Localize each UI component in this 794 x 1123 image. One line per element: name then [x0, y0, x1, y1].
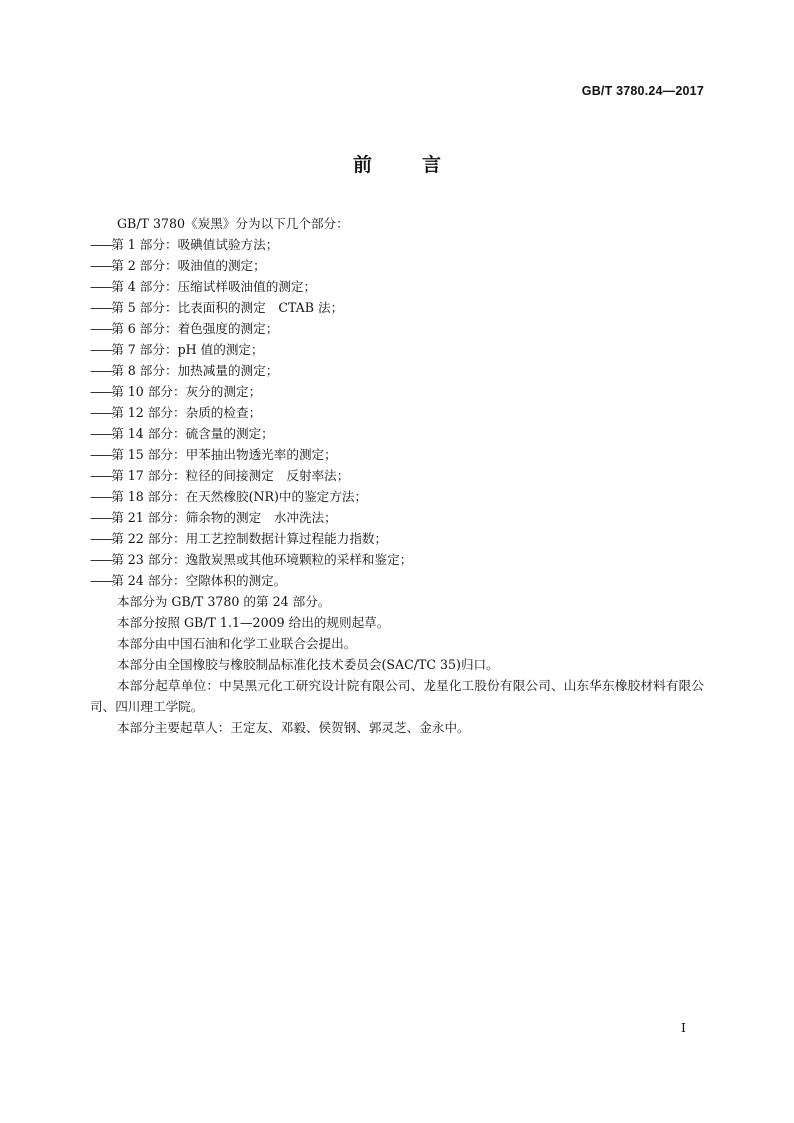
em-dash: ——	[90, 426, 112, 441]
em-dash: ——	[90, 531, 112, 546]
part-list-item	[90, 444, 704, 465]
em-dash: ——	[90, 342, 112, 357]
parts-list	[90, 234, 704, 591]
part-list-item	[90, 528, 704, 549]
part-text: 第 24 部分：空隙体积的测定。	[111, 573, 287, 588]
part-text: 第 23 部分：逸散炭黑或其他环境颗粒的采样和鉴定；	[111, 552, 413, 567]
part-text: 第 7 部分：pH 值的测定；	[111, 342, 264, 357]
em-dash: ——	[90, 552, 112, 567]
part-list-item	[90, 570, 704, 591]
em-dash: ——	[90, 510, 112, 525]
part-text: 第 4 部分：压缩试样吸油值的测定；	[111, 279, 317, 294]
part-list-item	[90, 402, 704, 423]
part-text: 第 12 部分：杂质的检查；	[111, 405, 262, 420]
part-list-item	[90, 339, 704, 360]
statement-paragraph: 本部分起草单位：中昊黑元化工研究设计院有限公司、龙星化工股份有限公司、山东华东橡胶材料有限公司、四川理工学院。	[90, 678, 704, 714]
part-list-item	[90, 486, 704, 507]
part-text: 第 1 部分：吸碘值试验方法；	[111, 237, 279, 252]
part-text: 第 2 部分：吸油值的测定；	[111, 258, 266, 273]
part-list-item	[90, 381, 704, 402]
part-list-item	[90, 276, 704, 297]
em-dash: ——	[90, 363, 112, 378]
statement-paragraph: 本部分按照 GB/T 1.1—2009 给出的规则起草。	[117, 615, 390, 630]
em-dash: ——	[90, 468, 112, 483]
part-list-item	[90, 465, 704, 486]
em-dash: ——	[90, 321, 112, 336]
part-list-item	[90, 423, 704, 444]
part-text: 第 15 部分：甲苯抽出物透光率的测定；	[111, 447, 337, 462]
part-list-item	[90, 507, 704, 528]
part-list-item	[90, 255, 704, 276]
em-dash: ——	[90, 237, 112, 252]
part-list-item	[90, 360, 704, 381]
statement-paragraph: 本部分主要起草人：王定友、邓毅、侯贺钢、郭灵芝、金永中。	[117, 720, 470, 735]
em-dash: ——	[90, 384, 112, 399]
part-text: 第 18 部分：在天然橡胶(NR)中的鉴定方法；	[111, 489, 368, 504]
page-title: 前言	[352, 154, 491, 176]
statement-paragraph: 本部分由中国石油和化学工业联合会提出。	[117, 636, 357, 651]
part-text: 第 17 部分：粒径的间接测定 反射率法；	[111, 468, 350, 483]
em-dash: ——	[90, 489, 112, 504]
part-text: 第 21 部分：筛余物的测定 水冲洗法；	[111, 510, 337, 525]
part-text: 第 6 部分：着色强度的测定；	[111, 321, 279, 336]
em-dash: ——	[90, 405, 112, 420]
statement-paragraph: 本部分由全国橡胶与橡胶制品标准化技术委员会(SAC/TC 35)归口。	[117, 657, 499, 672]
standard-code: GB/T 3780.24—2017	[581, 84, 704, 98]
part-text: 第 5 部分：比表面积的测定 CTAB 法；	[111, 300, 344, 315]
statements-list	[90, 591, 704, 738]
part-text: 第 14 部分：硫含量的测定；	[111, 426, 274, 441]
statement-paragraph: 本部分为 GB/T 3780 的第 24 部分。	[117, 594, 331, 609]
part-text: 第 8 部分：加热减量的测定；	[111, 363, 279, 378]
part-text: 第 22 部分：用工艺控制数据计算过程能力指数；	[111, 531, 388, 546]
document-body	[90, 213, 704, 738]
part-list-item	[90, 549, 704, 570]
em-dash: ——	[90, 573, 112, 588]
page-number: I	[681, 1020, 686, 1035]
em-dash: ——	[90, 258, 112, 273]
em-dash: ——	[90, 300, 112, 315]
part-text: 第 10 部分：灰分的测定；	[111, 384, 262, 399]
em-dash: ——	[90, 447, 112, 462]
em-dash: ——	[90, 279, 112, 294]
part-list-item	[90, 318, 704, 339]
part-list-item	[90, 234, 704, 255]
intro-paragraph: GB/T 3780《炭黑》分为以下几个部分：	[117, 216, 349, 231]
part-list-item	[90, 297, 704, 318]
